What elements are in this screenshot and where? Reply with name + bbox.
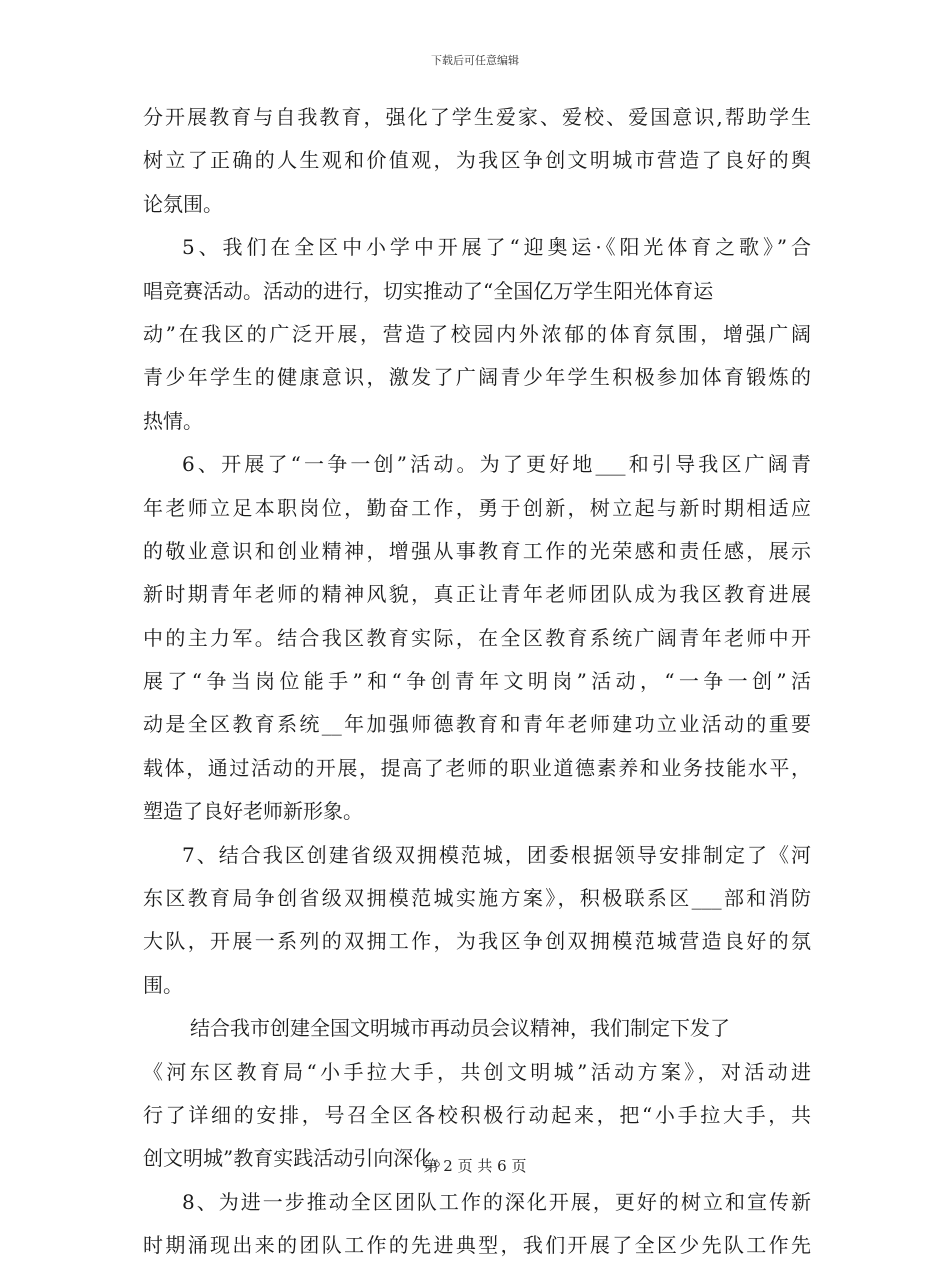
text-line: 的敬业意识和创业精神，增强从事教育工作的光荣感和责任感，展示 xyxy=(143,538,811,563)
text-line: 载体，通过活动的开展，提高了老师的职业道德素养和业务技能水平， xyxy=(143,755,811,780)
text-line: 围。 xyxy=(143,972,183,997)
text-line: 动”在我区的广泛开展，营造了校园内外浓郁的体育氛围，增强广阔 xyxy=(143,321,811,346)
text-line: 塑造了良好老师新形象。 xyxy=(143,799,363,824)
text-line: 创文明城”教育实践活动引向深化。 xyxy=(143,1146,454,1171)
paragraph xyxy=(143,443,811,834)
text-line: 分开展教育与自我教育，强化了学生爱家、爱校、爱国意识,帮助学生 xyxy=(143,105,811,129)
text-line: 6、开展了“一争一创”活动。为了更好地___和引导我区广阔青 xyxy=(182,452,811,477)
document-body xyxy=(143,96,811,1268)
page-header: 下载后可任意编辑 xyxy=(431,54,519,67)
text-line: 中的主力军。结合我区教育实际，在全区教育系统广阔青年老师中开 xyxy=(143,625,811,650)
text-line: 动是全区教育系统__年加强师德教育和青年老师建功立业活动的重要 xyxy=(143,712,811,737)
text-line: 7、结合我区创建省级双拥模范城，团委根据领导安排制定了《河 xyxy=(182,842,811,867)
paragraph xyxy=(143,226,811,443)
text-line: 8、为进一步推动全区团队工作的深化开展，更好的树立和宣传新 xyxy=(182,1189,811,1214)
text-line: 年老师立足本职岗位，勤奋工作，勇于创新，树立起与新时期相适应 xyxy=(143,495,811,520)
paragraph xyxy=(143,96,811,226)
text-line: 论氛围。 xyxy=(143,191,223,216)
text-line: 大队，开展一系列的双拥工作，为我区争创双拥模范城营造良好的氛 xyxy=(143,929,811,954)
text-line: 热情。 xyxy=(143,408,203,433)
text-line: 展了“争当岗位能手”和“争创青年文明岗”活动，“一争一创”活 xyxy=(143,669,811,694)
page-number: 第 2 页 共 6 页 xyxy=(423,1157,527,1175)
text-line: 东区教育局争创省级双拥模范城实施方案》，积极联系区___部和消防 xyxy=(143,886,811,911)
text-line: 新时期青年老师的精神风貌，真正让青年老师团队成为我区教育进展 xyxy=(143,582,811,607)
paragraph xyxy=(143,834,811,1008)
paragraph xyxy=(143,1181,811,1268)
text-line: 结合我市创建全国文明城市再动员会议精神，我们制定下发了 xyxy=(190,1016,730,1041)
text-line: 5、我们在全区中小学中开展了“迎奥运·《阳光体育之歌》”合 xyxy=(182,235,811,260)
text-line: 青少年学生的健康意识，激发了广阔青少年学生积极参加体育锻炼的 xyxy=(143,365,811,390)
text-line: 时期涌现出来的团队工作的先进典型，我们开展了全区少先队工作先 xyxy=(143,1233,811,1258)
text-line: 树立了正确的人生观和价值观，为我区争创文明城市营造了良好的舆 xyxy=(143,148,811,173)
text-line: 唱竞赛活动。活动的进行，切实推动了“全国亿万学生阳光体育运 xyxy=(143,278,714,303)
text-line: 《河东区教育局“小手拉大手，共创文明城”活动方案》，对活动进 xyxy=(143,1059,811,1084)
text-line: 行了详细的安排，号召全区各校积极行动起来，把“小手拉大手，共 xyxy=(143,1102,811,1127)
